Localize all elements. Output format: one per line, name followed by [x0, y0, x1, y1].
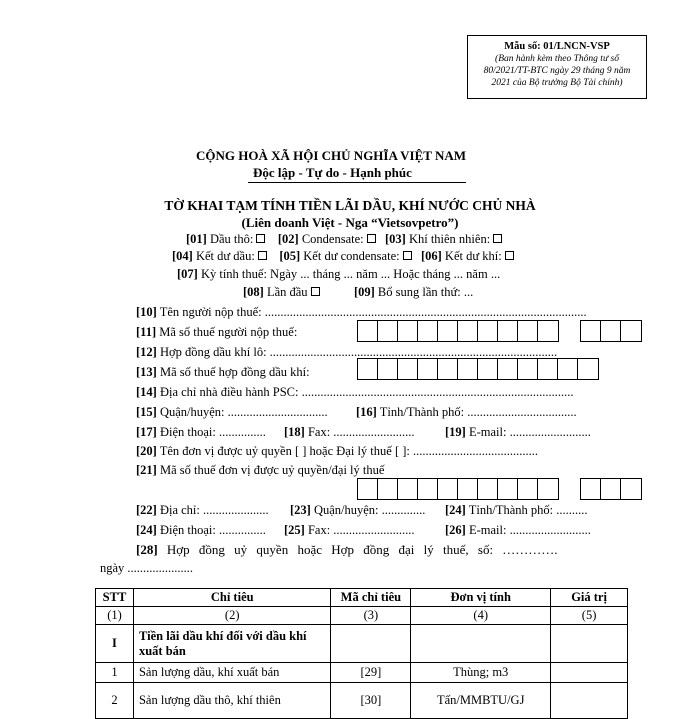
agent-fax-field[interactable]: [25] Fax: ..........................: [284, 523, 415, 537]
province-field[interactable]: [16] Tỉnh/Thành phố: ...................................: [356, 405, 577, 419]
gas-surplus-checkbox[interactable]: [505, 251, 514, 260]
agency-contract-date[interactable]: ngày .....................: [100, 561, 194, 575]
first-time-checkbox[interactable]: [311, 287, 320, 296]
contract-tax-code-label: [13] Mã số thuế hợp đồng dầu khí:: [136, 365, 310, 379]
options-row-2: [04] Kết dư dầu: [05] Kết dư condensate: [06] Kết dư khí:: [172, 248, 514, 264]
tax-period-row: [07] Kỳ tính thuế: Ngày ... tháng ... năm ... Hoặc tháng ... năm ...: [177, 267, 501, 281]
header-unit: Đơn vị tính: [411, 589, 551, 607]
table-row: 2 Sản lượng dầu thô, khí thiên [30] Tấn/MMBTU/GJ: [96, 683, 628, 719]
form-code-box: [467, 35, 647, 99]
crude-oil-checkbox[interactable]: [256, 234, 265, 243]
authorized-unit-field[interactable]: [20] Tên đơn vị được uỷ quyền [ ] hoặc Đại lý thuế [ ]: ........................................: [136, 444, 538, 458]
motto-underline: [248, 182, 466, 183]
options-row-1: [01] Dầu thô: [02] Condensate: [03] Khí thiên nhiên:: [186, 231, 502, 247]
taxpayer-tax-code-label: [11] Mã số thuế người nộp thuế:: [136, 325, 298, 339]
form-code: Mẫu số: 01/LNCN-VSP: [504, 41, 610, 52]
agent-phone-field[interactable]: [24] Điện thoại: ...............: [136, 523, 266, 537]
form-note-line-1: (Ban hành kèm theo Thông tư số: [495, 54, 619, 64]
form-title: TỜ KHAI TẠM TÍNH TIỀN LÃI DẦU, KHÍ NƯỚC CHỦ NHÀ: [164, 198, 536, 213]
agent-province-field[interactable]: [24] Tỉnh/Thành phố: ..........: [445, 503, 588, 517]
petroleum-contract-field[interactable]: [12] Hợp đồng dầu khí lô: ............................................................................................: [136, 345, 558, 359]
condensate-checkbox[interactable]: [367, 234, 376, 243]
oil-surplus-checkbox[interactable]: [258, 251, 267, 260]
header-code: Mã chỉ tiêu: [331, 589, 411, 607]
agency-contract-field[interactable]: [28] Hợp đồng uỷ quyền hoặc Hợp đồng đại lý thuế, số: ………….: [136, 542, 558, 557]
agent-address-field[interactable]: [22] Địa chỉ: .....................: [136, 503, 269, 517]
agent-tax-code-boxes[interactable]: [357, 478, 559, 500]
header-stt: STT: [96, 589, 134, 607]
email-field[interactable]: [19] E-mail: ..........................: [445, 425, 591, 439]
form-subtitle: (Liên doanh Việt - Nga “Vietsovpetro”): [241, 215, 459, 230]
natural-gas-checkbox[interactable]: [493, 234, 502, 243]
agent-district-field[interactable]: [23] Quận/huyện: ..............: [290, 503, 426, 517]
table-row: 1 Sản lượng dầu, khí xuất bán [29] Thùng; m3: [96, 663, 628, 683]
psc-operator-address-field[interactable]: [14] Địa chỉ nhà điều hành PSC: .......................................................................................: [136, 385, 574, 399]
table-header-row: [96, 589, 628, 607]
form-note-line-3: 2021 của Bộ trưởng Bộ Tài chính): [491, 78, 623, 88]
agent-tax-code-suffix-boxes[interactable]: [580, 478, 642, 500]
taxpayer-tax-code-suffix-boxes[interactable]: [580, 320, 642, 342]
header-value: Giá trị: [551, 589, 628, 607]
phone-field[interactable]: [17] Điện thoại: ...............: [136, 425, 266, 439]
taxpayer-tax-code-boxes[interactable]: [357, 320, 559, 342]
taxpayer-name-field[interactable]: [10] Tên người nộp thuế: .......................................................................................................: [136, 305, 587, 319]
fax-field[interactable]: [18] Fax: ..........................: [284, 425, 415, 439]
district-field[interactable]: [15] Quận/huyện: ................................: [136, 405, 328, 419]
national-motto: Độc lập - Tự do - Hạnh phúc: [253, 165, 412, 180]
condensate-surplus-checkbox[interactable]: [403, 251, 412, 260]
declaration-type-row: [08] Lần đầu [09] Bổ sung lần thứ: ...: [243, 285, 474, 299]
agent-tax-code-label: [21] Mã số thuế đơn vị được uỷ quyền/đại lý thuế: [136, 463, 385, 477]
contract-tax-code-boxes[interactable]: [357, 358, 599, 380]
form-note-line-2: 80/2021/TT-BTC ngày 29 tháng 9 năm: [483, 66, 631, 76]
table-number-row: (1) (2) (3) (4) (5): [96, 607, 628, 625]
national-title: CỘNG HOÀ XÃ HỘI CHỦ NGHĨA VIỆT NAM: [196, 148, 467, 163]
agent-email-field[interactable]: [26] E-mail: ..........................: [445, 523, 591, 537]
header-indicator: Chỉ tiêu: [133, 589, 330, 607]
tax-table: [95, 588, 628, 719]
table-row: I Tiền lãi dầu khí đối với dầu khí xuất bán: [96, 625, 628, 663]
